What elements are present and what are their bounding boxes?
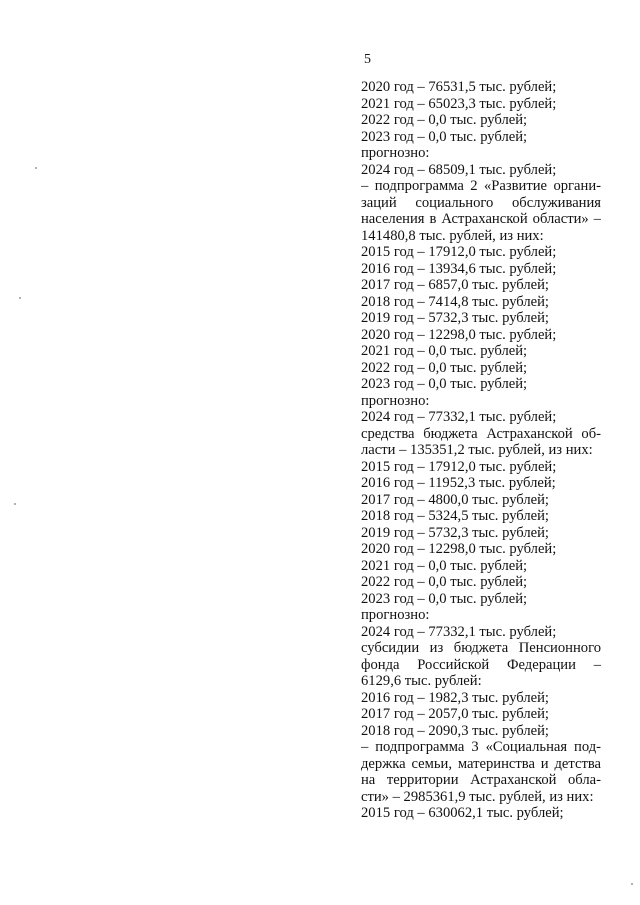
text-line: сти» – 2985361,9 тыс. рублей, из них: — [361, 788, 594, 805]
text-line: 2018 год – 7414,8 тыс. рублей; — [361, 293, 549, 310]
text-line: 2024 год – 77332,1 тыс. рублей; — [361, 409, 557, 425]
text-line: 2016 год – 13934,6 тыс. рублей; — [361, 260, 557, 277]
text-line: 2015 год – 630062,1 тыс. рублей; — [361, 805, 564, 821]
text-line: 141480,8 тыс. рублей, из них: — [361, 227, 544, 244]
page-number: 5 — [364, 52, 371, 67]
text-line: прогнозно: — [361, 145, 430, 161]
text-line: ласти – 135351,2 тыс. рублей, из них: — [361, 442, 593, 458]
text-line: 2023 год – 0,0 тыс. рублей; — [361, 128, 528, 145]
text-line: 2017 год – 2057,0 тыс. рублей; — [361, 706, 549, 722]
text-line: 2021 год – 65023,3 тыс. рублей; — [361, 95, 557, 112]
text-line: 2019 год – 5732,3 тыс. рублей; — [361, 310, 549, 326]
text-line: 2021 год – 0,0 тыс. рублей; — [361, 343, 528, 359]
text-line: субсидии из бюджета Пенсионного — [361, 640, 601, 656]
text-line: 2020 год – 12298,0 тыс. рублей; — [361, 326, 557, 343]
scan-speck — [14, 503, 16, 505]
text-line: – подпрограмма 3 «Социальная под- — [361, 739, 601, 755]
text-line: 2017 год – 4800,0 тыс. рублей; — [361, 491, 549, 508]
text-line: средства бюджета Астраханской об- — [361, 425, 601, 442]
text-line: прогнозно: — [361, 392, 430, 409]
text-line: 2019 год – 5732,3 тыс. рублей; — [361, 524, 549, 541]
text-line: держка семьи, материнства и детства — [361, 755, 601, 772]
text-line: 2018 год – 5324,5 тыс. рублей; — [361, 508, 549, 524]
text-line: 2024 год – 68509,1 тыс. рублей; — [361, 161, 557, 178]
scan-speck — [35, 167, 37, 169]
text-line: – подпрограмма 2 «Развитие органи- — [361, 178, 601, 194]
text-line: 2015 год – 17912,0 тыс. рублей; — [361, 458, 557, 475]
text-line: 2016 год – 1982,3 тыс. рублей; — [361, 689, 549, 706]
text-line: 2022 год – 0,0 тыс. рублей; — [361, 112, 528, 128]
text-line: 6129,6 тыс. рублей: — [361, 673, 482, 689]
text-line: прогнозно: — [361, 607, 430, 623]
text-line: 2020 год – 12298,0 тыс. рублей; — [361, 541, 557, 557]
text-line: на территории Астраханской обла- — [361, 772, 601, 788]
text-line: 2024 год – 77332,1 тыс. рублей; — [361, 623, 557, 640]
text-line: 2022 год – 0,0 тыс. рублей; — [361, 359, 528, 376]
text-line: 2017 год – 6857,0 тыс. рублей; — [361, 277, 549, 293]
text-line: 2020 год – 76531,5 тыс. рублей; — [361, 79, 557, 95]
text-line: заций социального обслуживания — [361, 194, 601, 211]
text-line: 2022 год – 0,0 тыс. рублей; — [361, 574, 528, 590]
text-line: 2018 год – 2090,3 тыс. рублей; — [361, 722, 549, 739]
text-line: фонда Российской Федерации – — [361, 656, 601, 673]
text-line: 2023 год – 0,0 тыс. рублей; — [361, 590, 528, 607]
scan-speck — [631, 883, 633, 885]
text-line: 2016 год – 11952,3 тыс. рублей; — [361, 475, 556, 491]
text-line: 2023 год – 0,0 тыс. рублей; — [361, 376, 528, 392]
document-text-column — [361, 79, 601, 822]
text-line: 2021 год – 0,0 тыс. рублей; — [361, 557, 528, 574]
text-line: населения в Астраханской области» – — [361, 211, 601, 227]
text-line: 2015 год – 17912,0 тыс. рублей; — [361, 244, 557, 260]
scan-speck — [19, 297, 21, 299]
